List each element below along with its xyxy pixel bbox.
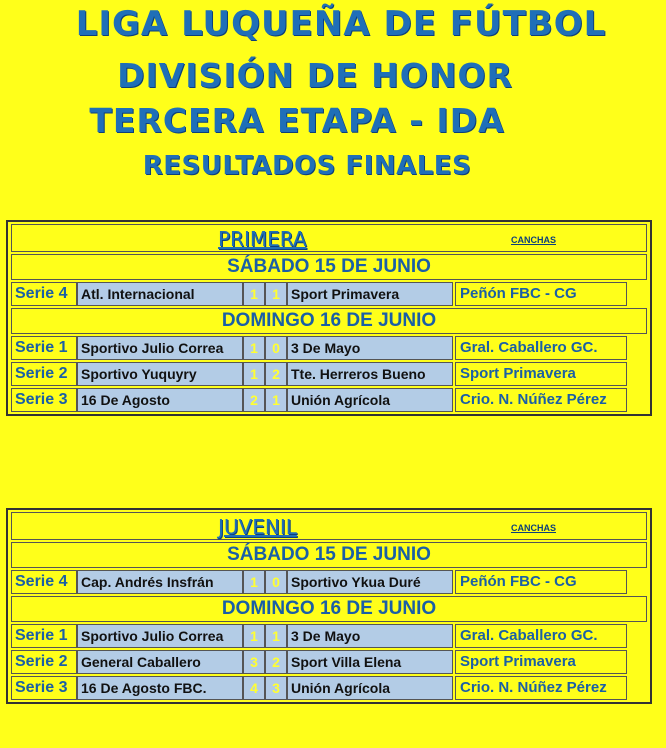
away-team: Sportivo Ykua Duré — [287, 570, 453, 594]
title-division: DIVISIÓN DE HONOR — [117, 56, 513, 95]
home-score: 1 — [243, 624, 265, 648]
cancha-cell: Peñón FBC - CG — [455, 570, 627, 594]
away-score: 1 — [265, 282, 287, 306]
home-team: Sportivo Julio Correa — [77, 336, 243, 360]
canchas-label: CANCHAS — [511, 523, 556, 533]
table-row — [11, 624, 647, 648]
away-team: Unión Agrícola — [287, 676, 453, 700]
home-team: 16 De Agosto FBC. — [77, 676, 243, 700]
serie-cell: Serie 2 — [11, 650, 77, 674]
cancha-cell: Sport Primavera — [455, 650, 627, 674]
away-score: 0 — [265, 570, 287, 594]
away-team: Sport Primavera — [287, 282, 453, 306]
home-score: 1 — [243, 336, 265, 360]
juvenil-results-table — [6, 508, 652, 704]
away-team: 3 De Mayo — [287, 624, 453, 648]
day-header-sunday: DOMINGO 16 DE JUNIO — [11, 596, 647, 622]
home-team: Sportivo Julio Correa — [77, 624, 243, 648]
cancha-cell: Peñón FBC - CG — [455, 282, 627, 306]
table-row — [11, 570, 647, 594]
title-league: LIGA LUQUEÑA DE FÚTBOL — [75, 4, 607, 44]
serie-cell: Serie 4 — [11, 570, 77, 594]
away-score: 1 — [265, 388, 287, 412]
canchas-label: CANCHAS — [511, 235, 556, 245]
section-header — [11, 512, 647, 540]
day-header-sunday: DOMINGO 16 DE JUNIO — [11, 308, 647, 334]
day-header-saturday: SÁBADO 15 DE JUNIO — [11, 254, 647, 280]
away-score: 1 — [265, 624, 287, 648]
serie-cell: Serie 4 — [11, 282, 77, 306]
away-score: 0 — [265, 336, 287, 360]
away-score: 3 — [265, 676, 287, 700]
home-score: 2 — [243, 388, 265, 412]
serie-cell: Serie 3 — [11, 388, 77, 412]
cancha-cell: Sport Primavera — [455, 362, 627, 386]
away-team: Unión Agrícola — [287, 388, 453, 412]
cancha-cell: Gral. Caballero GC. — [455, 624, 627, 648]
serie-cell: Serie 2 — [11, 362, 77, 386]
cancha-cell: Crio. N. Núñez Pérez — [455, 676, 627, 700]
home-score: 4 — [243, 676, 265, 700]
day-header-saturday: SÁBADO 15 DE JUNIO — [11, 542, 647, 568]
home-score: 3 — [243, 650, 265, 674]
home-team: Sportivo Yuquyry — [77, 362, 243, 386]
home-score: 1 — [243, 570, 265, 594]
home-score: 1 — [243, 282, 265, 306]
table-row — [11, 282, 647, 306]
away-team: 3 De Mayo — [287, 336, 453, 360]
away-score: 2 — [265, 650, 287, 674]
home-team: Atl. Internacional — [77, 282, 243, 306]
cancha-cell: Crio. N. Núñez Pérez — [455, 388, 627, 412]
serie-cell: Serie 3 — [11, 676, 77, 700]
cancha-cell: Gral. Caballero GC. — [455, 336, 627, 360]
home-score: 1 — [243, 362, 265, 386]
table-row — [11, 362, 647, 386]
serie-cell: Serie 1 — [11, 336, 77, 360]
home-team: 16 De Agosto — [77, 388, 243, 412]
title-results: RESULTADOS FINALES — [142, 151, 472, 181]
away-score: 2 — [265, 362, 287, 386]
away-team: Tte. Herreros Bueno — [287, 362, 453, 386]
category-title: JUVENIL — [218, 515, 297, 539]
category-title: PRIMERA — [218, 227, 307, 251]
table-row — [11, 336, 647, 360]
home-team: Cap. Andrés Insfrán — [77, 570, 243, 594]
serie-cell: Serie 1 — [11, 624, 77, 648]
away-team: Sport Villa Elena — [287, 650, 453, 674]
table-row — [11, 650, 647, 674]
primera-results-table — [6, 220, 652, 416]
home-team: General Caballero — [77, 650, 243, 674]
table-row — [11, 676, 647, 700]
section-header — [11, 224, 647, 252]
table-row — [11, 388, 647, 412]
title-stage: TERCERA ETAPA - IDA — [89, 101, 505, 140]
